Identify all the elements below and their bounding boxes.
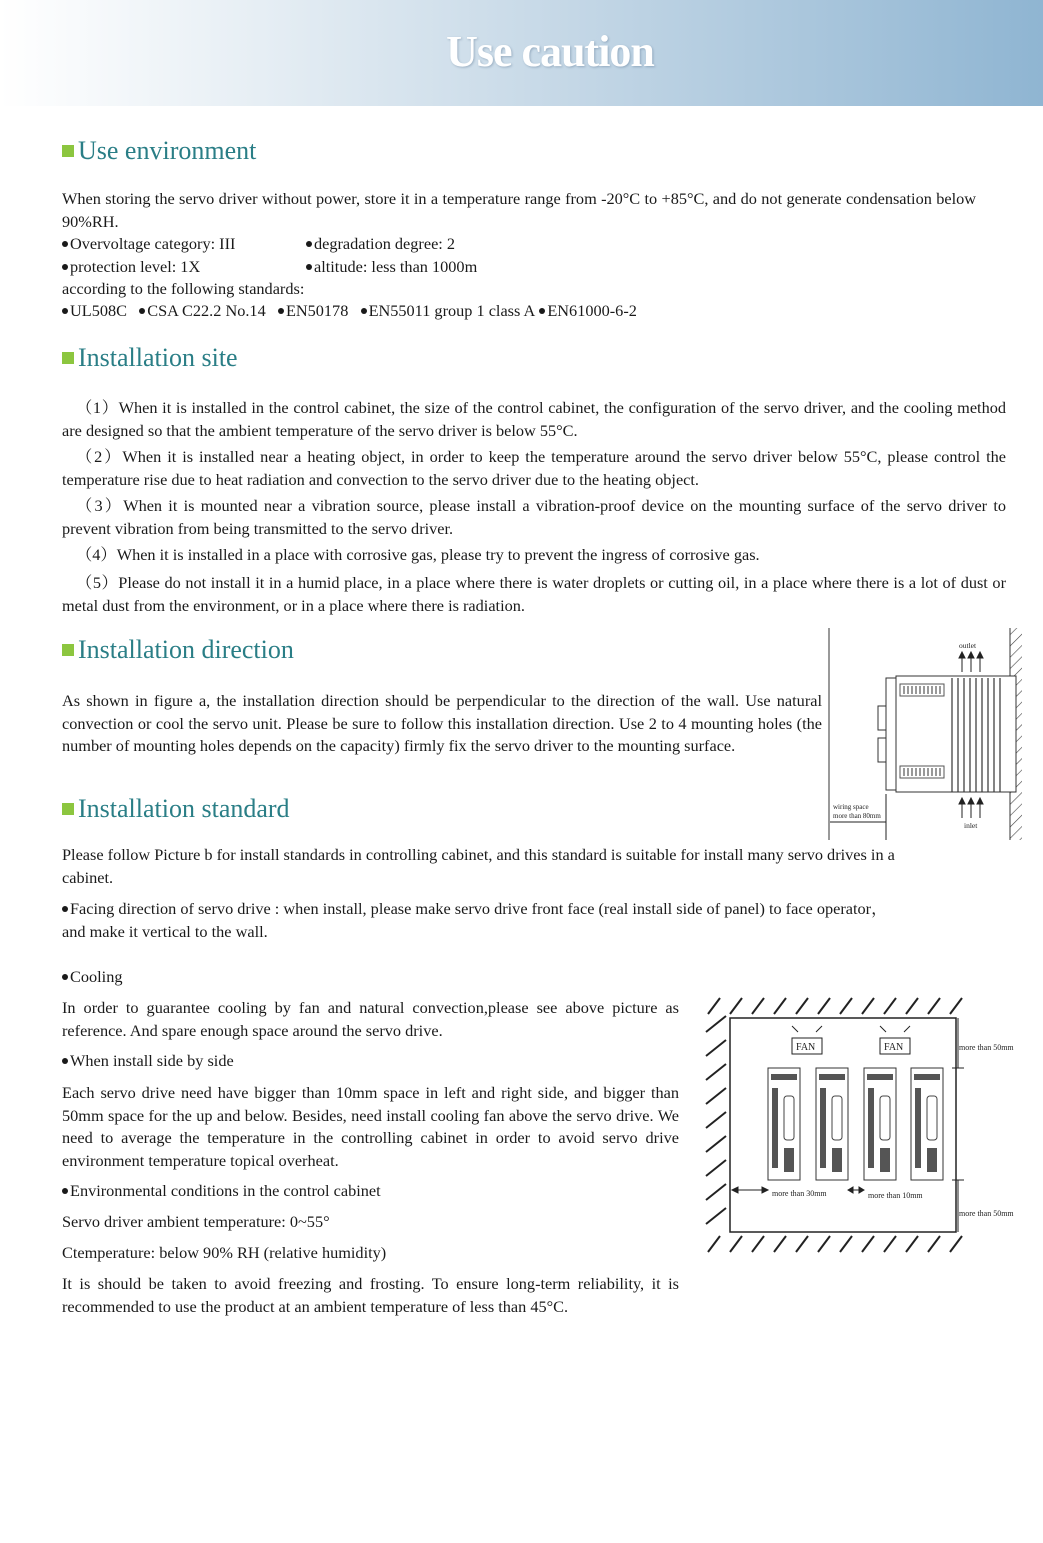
square-bullet-icon [62, 644, 74, 656]
standards-list: UL508C CSA C22.2 No.14 EN50178 EN55011 group 1 class A EN61000-6-2 [62, 300, 637, 323]
side-by-side-text: Each servo drive need have bigger than 10mm space in left and right side, and bigger than 50mm space for the up and below. Besides, need install cooling fan above the servo drive. We need to average the temperature in the controlling cabinet in order to avoid servo drive environment temperature topical overheat. [62, 1083, 679, 1170]
dot-bullet-icon [62, 1188, 68, 1194]
site-item-1: （1）When it is installed in the control cabinet, the size of the control cabinet, the configuration of the servo driver, and the cooling method are designed so that the ambient temperature of the servo driver is below 55°C. [62, 398, 1006, 440]
use-environment-intro: When storing the servo driver without power, store it in a temperature range from -20°C to +85°C, and do not generate condensation below 90%RH. [62, 189, 976, 231]
installation-site-heading: Installation site [62, 343, 238, 373]
dot-bullet-icon [62, 906, 68, 912]
page-title: Use caution [446, 27, 654, 76]
ambient-temperature: Servo driver ambient temperature: 0~55° [62, 1212, 330, 1231]
square-bullet-icon [62, 145, 74, 157]
installation-direction-text: As shown in figure a, the installation direction should be perpendicular to the direction of the wall. Use natural convection or cool the servo unit. Please be sure to follow this installation direction. Use 2 to 4 mounting holes (the number of mounting holes depends on the capacity) firmly fix the servo driver to the mounting surface. [62, 691, 822, 755]
header-banner [0, 0, 1043, 106]
humidity: Ctemperature: below 90% RH (relative humidity) [62, 1243, 387, 1262]
cooling-heading: Cooling [62, 966, 122, 989]
installation-standard-heading: Installation standard [62, 794, 290, 824]
fan-label-left: FAN [796, 1042, 816, 1053]
site-item-3: （3）When it is mounted near a vibration source, please install a vibration-proof device on the mounting surface of the servo driver to prevent vibration from being transmitted to the servo driver. [62, 496, 1006, 538]
dot-bullet-icon [62, 241, 68, 247]
site-item-5: （5）Please do not install it in a humid place, in a place where there is water droplets or cutting oil, in a place where there is a lot of dust or metal dust from the environment, or in a place where there is radiation. [62, 573, 1006, 615]
top-gap-label: more than 50mm [959, 1043, 1014, 1052]
dot-bullet-icon [62, 1058, 68, 1064]
gap-30-label: more than 30mm [772, 1189, 827, 1198]
env-conditions-heading: Environmental conditions in the control cabinet [62, 1180, 381, 1203]
inlet-label: inlet [964, 821, 978, 830]
site-item-2: （2）When it is installed near a heating object, in order to keep the temperature around the servo driver below 55°C, please control the temperature rise due to heat radiation and convection to the servo driver due to the heating object. [62, 447, 1006, 489]
figure-a-diagram [826, 626, 1026, 842]
bottom-gap-label: more than 50mm [959, 1209, 1014, 1218]
square-bullet-icon [62, 803, 74, 815]
wiring-label-1: wiring space [833, 803, 869, 811]
dot-bullet-icon [62, 264, 68, 270]
figure-b-diagram [700, 996, 1020, 1254]
dot-bullet-icon [306, 264, 312, 270]
standard-p2: Facing direction of servo drive : when install, please make servo drive front face (real install side of panel) to face operator， and make it vertical to the wall. [62, 899, 888, 941]
installation-direction-heading: Installation direction [62, 635, 294, 665]
spec-row-2: protection level: 1X altitude: less than 1000m [62, 256, 662, 279]
dot-bullet-icon [306, 241, 312, 247]
square-bullet-icon [62, 352, 74, 364]
dot-bullet-icon [62, 974, 68, 980]
side-by-side-heading: When install side by side [62, 1050, 234, 1073]
cooling-text: In order to guarantee cooling by fan and natural convection,please see above picture as reference. And spare enough space around the servo drive. [62, 998, 679, 1040]
use-environment-heading: Use environment [62, 136, 256, 166]
wiring-label-2: more than 80mm [833, 812, 881, 820]
outlet-label: outlet [959, 641, 977, 650]
spec-row-1: Overvoltage category: III degradation degree: 2 [62, 233, 662, 256]
standards-intro: according to the following standards: [62, 279, 305, 298]
site-item-4: （4）When it is installed in a place with corrosive gas, please try to prevent the ingress of corrosive gas. [76, 545, 760, 564]
fan-label-right: FAN [884, 1042, 904, 1053]
standard-p1: Please follow Picture b for install standards in controlling cabinet, and this standard is suitable for install many servo drives in a cabinet. [62, 845, 895, 887]
gap-10-label: more than 10mm [868, 1191, 923, 1200]
freeze-text: It is should be taken to avoid freezing and frosting. To ensure long-term reliability, it is recommended to use the product at an ambient temperature of less than 45°C. [62, 1274, 679, 1316]
